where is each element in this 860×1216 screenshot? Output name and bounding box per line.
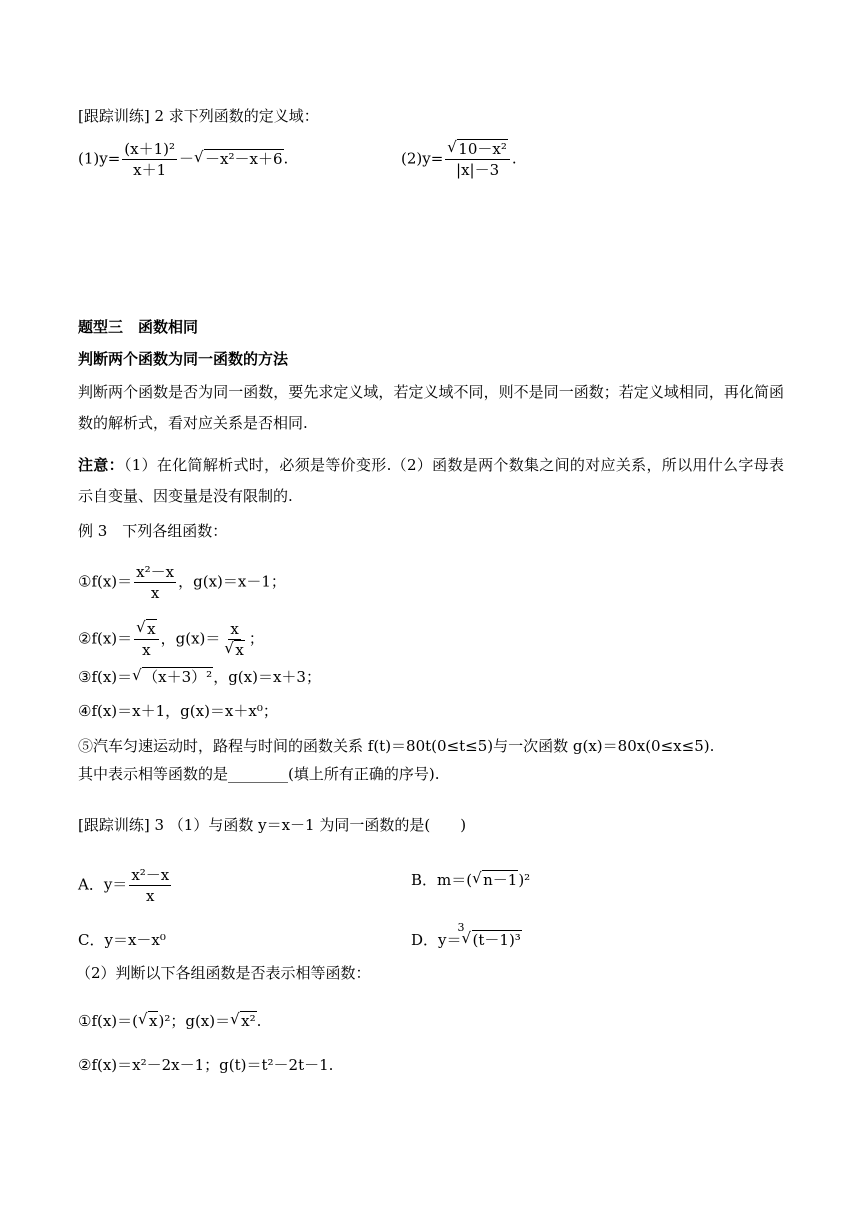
method-text: 判断两个函数是否为同一函数，要先求定义域，若定义域不同，则不是同一函数；若定义域相同，再化简函数的解析式，看对应关系是否相同. <box>78 383 784 432</box>
track-2-title: [跟踪训练] 2 求下列函数的定义域： <box>78 107 319 125</box>
option-c: C．y＝x－x⁰ <box>78 931 166 949</box>
cube-root: √ 3 (t－1)³ <box>462 930 522 950</box>
square-root: √ （x＋3）² <box>132 667 213 687</box>
option-a: A．y＝ $\frac{\text{x²－x}}{x}$ <box>78 866 170 905</box>
square-root: √ n－1 <box>472 870 518 890</box>
track-2-problem-2: (2)y= √ $\frac{\text{10－x²}}{|x|-3}$ . <box>401 140 517 179</box>
square-root: √ x <box>136 620 156 638</box>
track-3-sub2-item-2: ②f(x)＝x²－2x－1；g(t)＝t²－2t－1. <box>78 1056 334 1074</box>
note-label: 注意： <box>78 456 124 474</box>
option-b: B．m＝(√ n－1)² <box>411 870 530 890</box>
fraction: $\frac{\text{x²－x}}{x}$ <box>131 866 170 905</box>
square-root: √ x <box>138 1011 158 1031</box>
square-root: √ 10－x² <box>447 140 508 158</box>
track-3-title: [跟踪训练] 3 （1）与函数 y＝x－1 为同一函数的是( ) <box>78 816 467 834</box>
fraction: $\frac{\text{x²－x}}{x}$ <box>136 563 175 602</box>
track-2-problem-1: (1)y= $\frac{\text{(x＋1)²}}{x+1}$ －√ －x²－x＋6. <box>78 140 288 179</box>
note-text: （1）在化简解析式时，必须是等价变形.（2）函数是两个数集之间的对应关系，所以用什么字母表示自变量、因变量是没有限制的. <box>78 456 784 505</box>
option-d: D．y＝ √ 3 (t－1)³ <box>411 930 522 950</box>
example-3-title: 例 3 下列各组函数： <box>78 522 228 540</box>
example-3-item-3: ③f(x)＝√ （x＋3）²，g(x)＝x＋3； <box>78 667 321 687</box>
note-paragraph <box>78 450 784 512</box>
example-3-question: 其中表示相等函数的是________(填上所有正确的序号). <box>78 765 440 783</box>
square-root: √ x² <box>230 1011 256 1031</box>
section-3-title: 题型三 函数相同 <box>78 318 199 336</box>
track-3-sub2-title: （2）判断以下各组函数是否表示相等函数： <box>76 964 371 982</box>
square-root: √ －x²－x＋6 <box>194 149 283 169</box>
fraction: √ $\frac{x}{x}$ <box>134 620 158 659</box>
example-3-item-1: ①f(x)＝ $\frac{\text{x²－x}}{x}$ ，g(x)＝x－1； <box>78 563 286 602</box>
example-3-item-2: ②f(x)＝ √ $\frac{x}{x}$ ，g(x)＝ x √ x ； <box>78 620 264 659</box>
fraction: √ $\frac{\text{10－x²}}{|x|-3}$ <box>445 140 510 179</box>
track-3-sub2-item-1: ①f(x)＝(√ x)²；g(x)＝√ x². <box>78 1011 261 1031</box>
fraction: $\frac{\text{(x＋1)²}}{x+1}$ <box>124 140 176 179</box>
example-3-item-5: ⑤汽车匀速运动时，路程与时间的函数关系 f(t)＝80t(0≤t≤5)与一次函数 g(x)＝80x(0≤x≤5). <box>78 737 715 755</box>
example-3-item-4: ④f(x)＝x＋1，g(x)＝x＋x⁰； <box>78 702 278 720</box>
square-root: √ x <box>224 641 244 659</box>
fraction: x √ x <box>222 620 246 659</box>
method-title: 判断两个函数为同一函数的方法 <box>78 350 289 368</box>
